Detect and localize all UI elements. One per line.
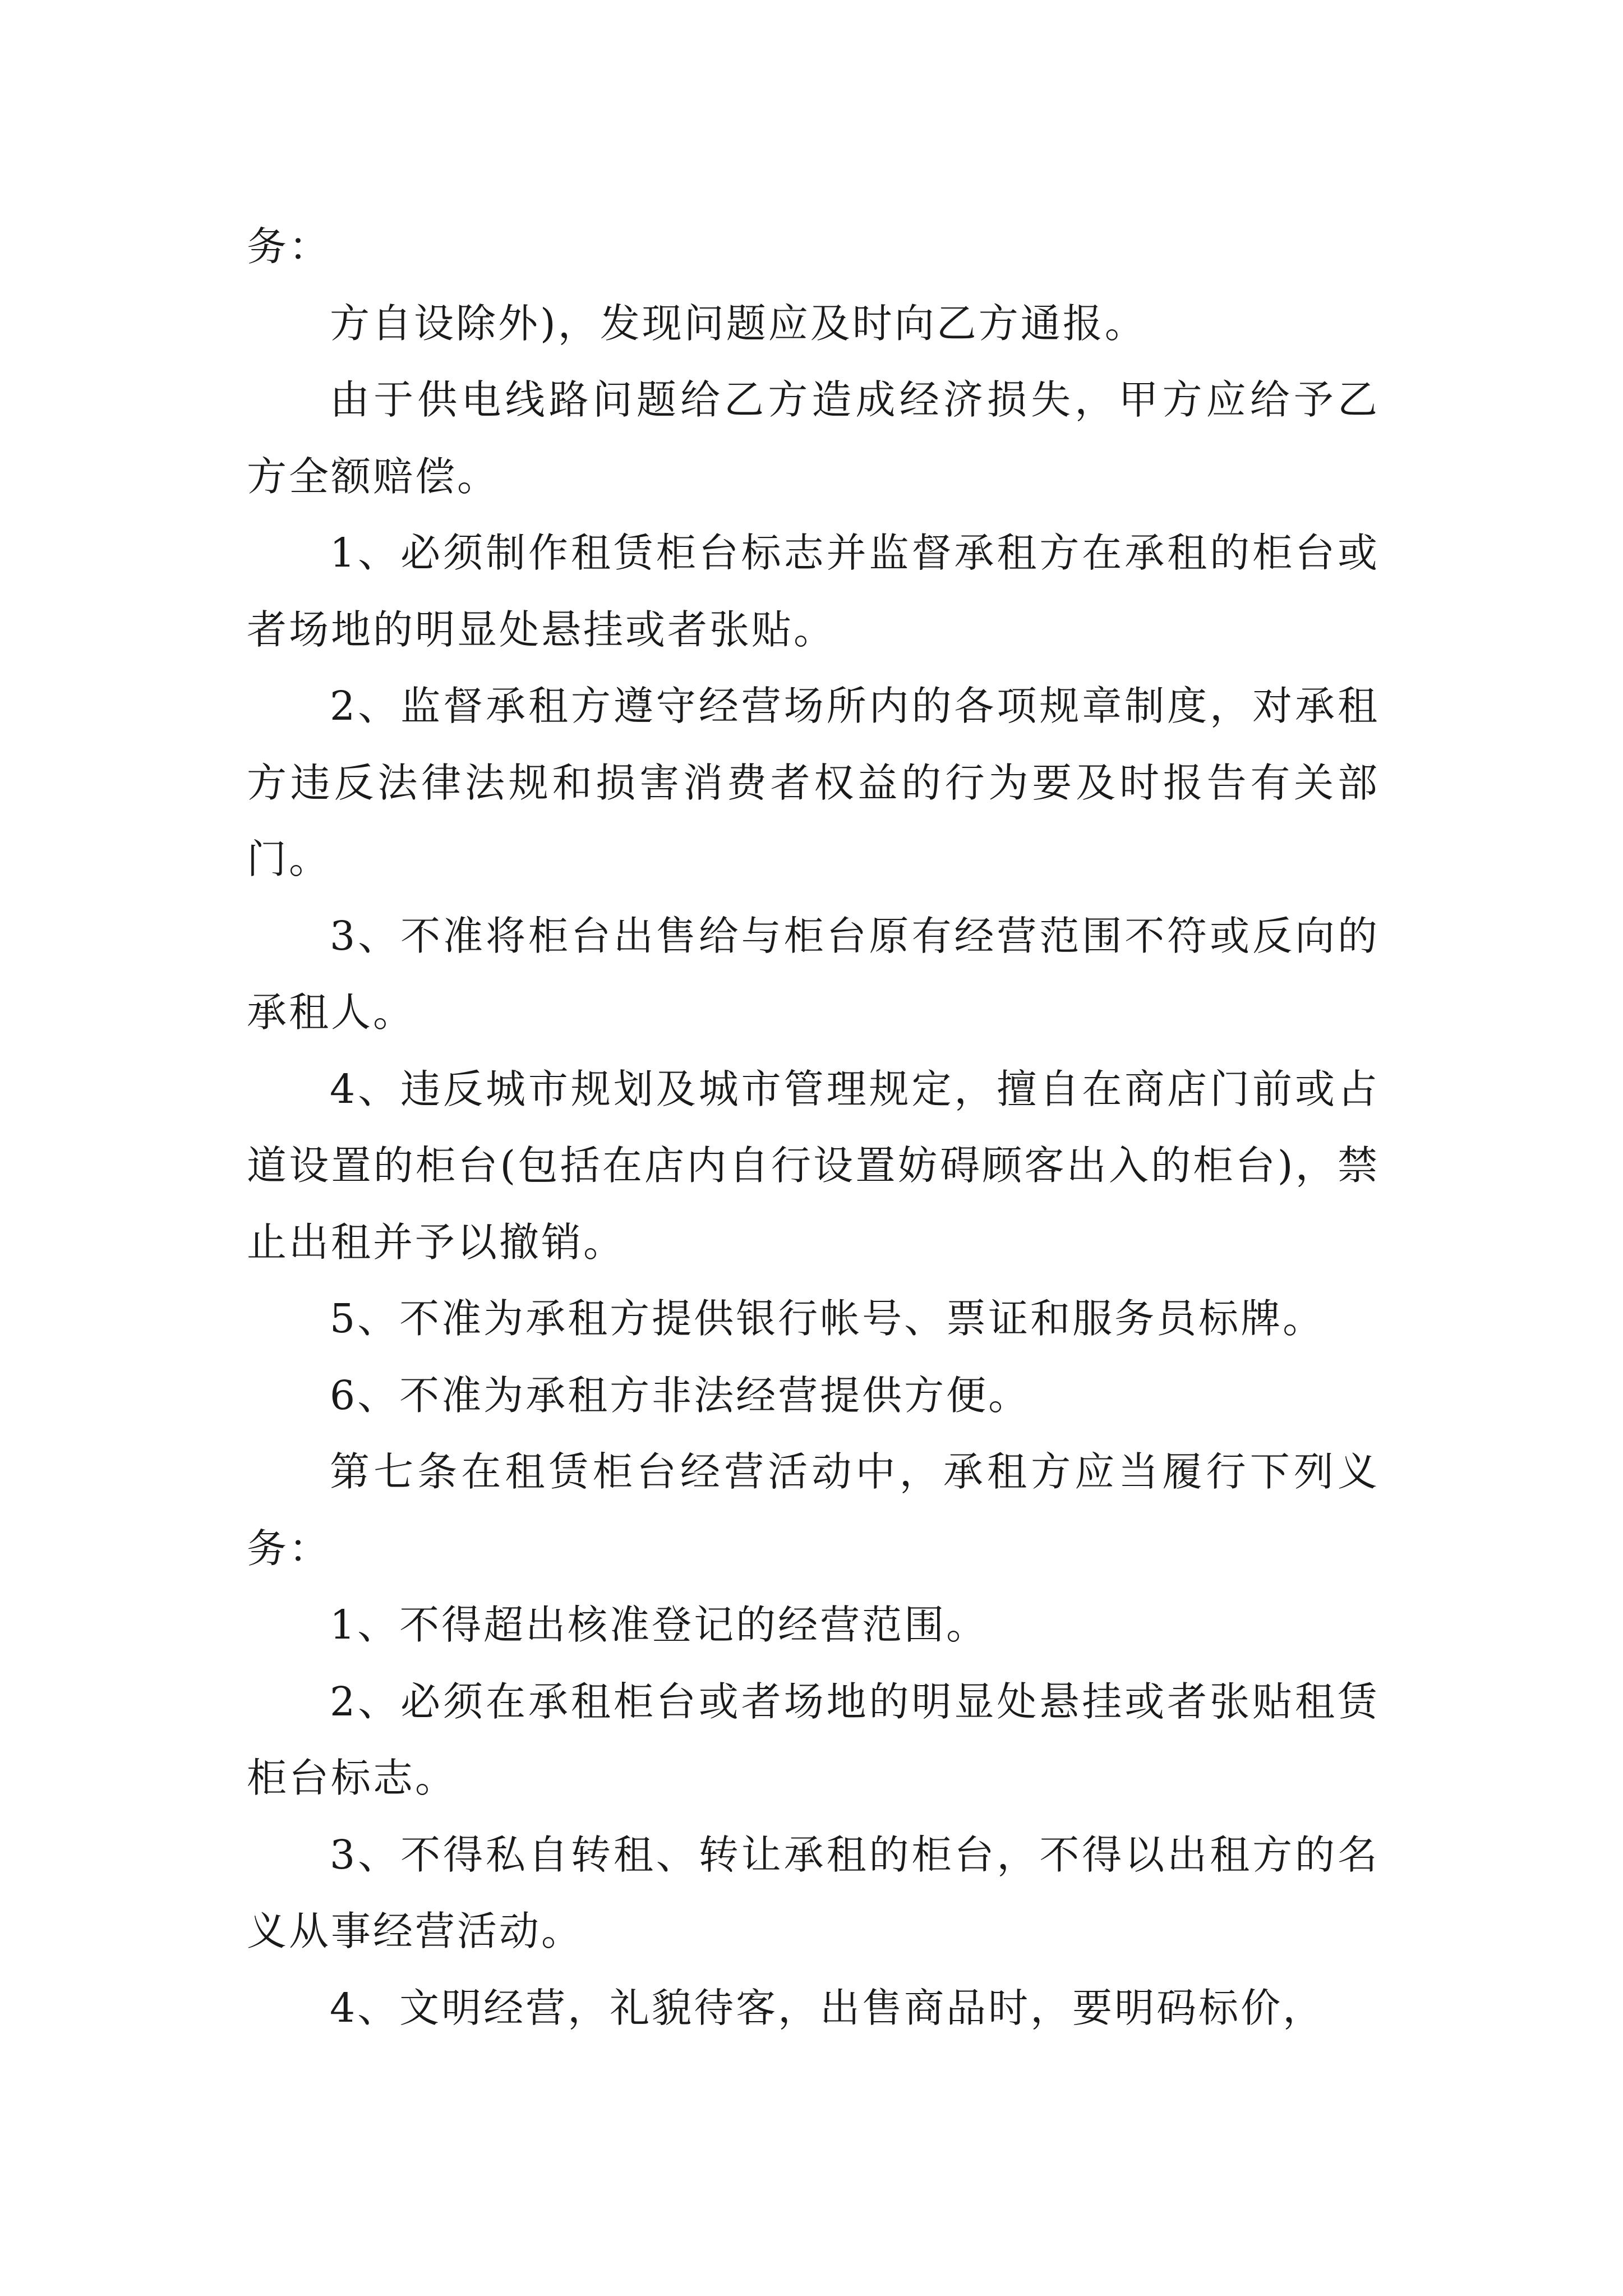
paragraph: 3、不得私自转租、转让承租的柜台，不得以出租方的名义从事经营活动。 — [247, 1831, 1380, 1954]
paragraph: 第七条在租赁柜台经营活动中，承租方应当履行下列义务： — [247, 1448, 1380, 1572]
paragraph: 6、不准为承租方非法经营提供方便。 — [330, 1372, 1031, 1419]
paragraph: 4、违反城市规划及城市管理规定，擅自在商店门前或占道设置的柜台(包括在店内自行设置妨碍顾客出入的柜台)，禁止出租并予以撤销。 — [247, 1065, 1380, 1266]
paragraph: 4、文明经营，礼貌待客，出售商品时，要明码标价， — [330, 1984, 1325, 2031]
paragraph: 1、必须制作租赁柜台标志并监督承租方在承租的柜台或者场地的明显处悬挂或者张贴。 — [247, 530, 1380, 653]
paragraph: 3、不准将柜台出售给与柜台原有经营范围不符或反向的承租人。 — [247, 912, 1380, 1036]
document-body — [247, 209, 1380, 2046]
paragraph: 2、必须在承租柜台或者场地的明显处悬挂或者张贴租赁柜台标志。 — [247, 1678, 1380, 1801]
paragraph: 1、不得超出核准登记的经营范围。 — [330, 1602, 989, 1648]
paragraph: 2、监督承租方遵守经营场所内的各项规章制度，对承租方违反法律法规和损害消费者权益的行为要及时报告有关部门。 — [247, 683, 1380, 882]
paragraph: 5、不准为承租方提供银行帐号、票证和服务员标牌。 — [330, 1295, 1325, 1342]
paragraph: 由于供电线路问题给乙方造成经济损失，甲方应给予乙方全额赔偿。 — [247, 376, 1380, 500]
paragraph: 方自设除外)，发现问题应及时向乙方通报。 — [330, 300, 1147, 347]
paragraph: 务： — [247, 223, 331, 270]
